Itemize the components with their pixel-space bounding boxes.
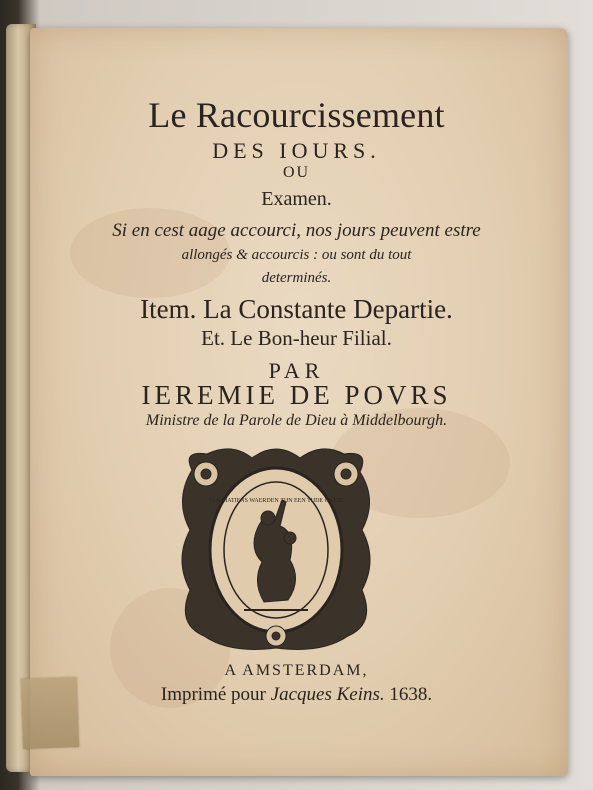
question-line-1: Si en cest aage accourci, nos jours peuvent estre: [112, 220, 481, 241]
author-role: Ministre de la Parole de Dieu à Middelbourgh.: [145, 412, 448, 429]
author-by: PAR: [268, 358, 325, 383]
additional-work-1: Item. La Constante Departie.: [140, 294, 453, 324]
book-subtitle: DES IOURS.: [212, 138, 381, 163]
title-examen: Examen.: [261, 188, 332, 210]
title-conjunction: OU: [282, 164, 311, 181]
book-title: Le Racourcissement: [148, 95, 445, 135]
imprint-place: A AMSTERDAM,: [224, 662, 369, 679]
imprint-line: [0, 684, 593, 706]
printers-mark-emblem-icon: [172, 440, 380, 654]
imprint-printed-for: Imprimé pour: [160, 684, 266, 705]
additional-work-2: Et. Le Bon-heur Filial.: [201, 326, 392, 350]
imprint-publisher: Jacques Keins.: [270, 684, 385, 705]
emblem-motto: VAN MATIENS WAERDEN ZIJN EEN TIJDE OF DIE: [208, 498, 344, 504]
imprint-year: 1638.: [389, 684, 433, 705]
question-line-3: determinés.: [261, 270, 332, 286]
question-line-2: allongés & accourcis : ou sont du tout: [181, 247, 412, 263]
author-name: IEREMIE DE POVRS: [141, 380, 452, 410]
